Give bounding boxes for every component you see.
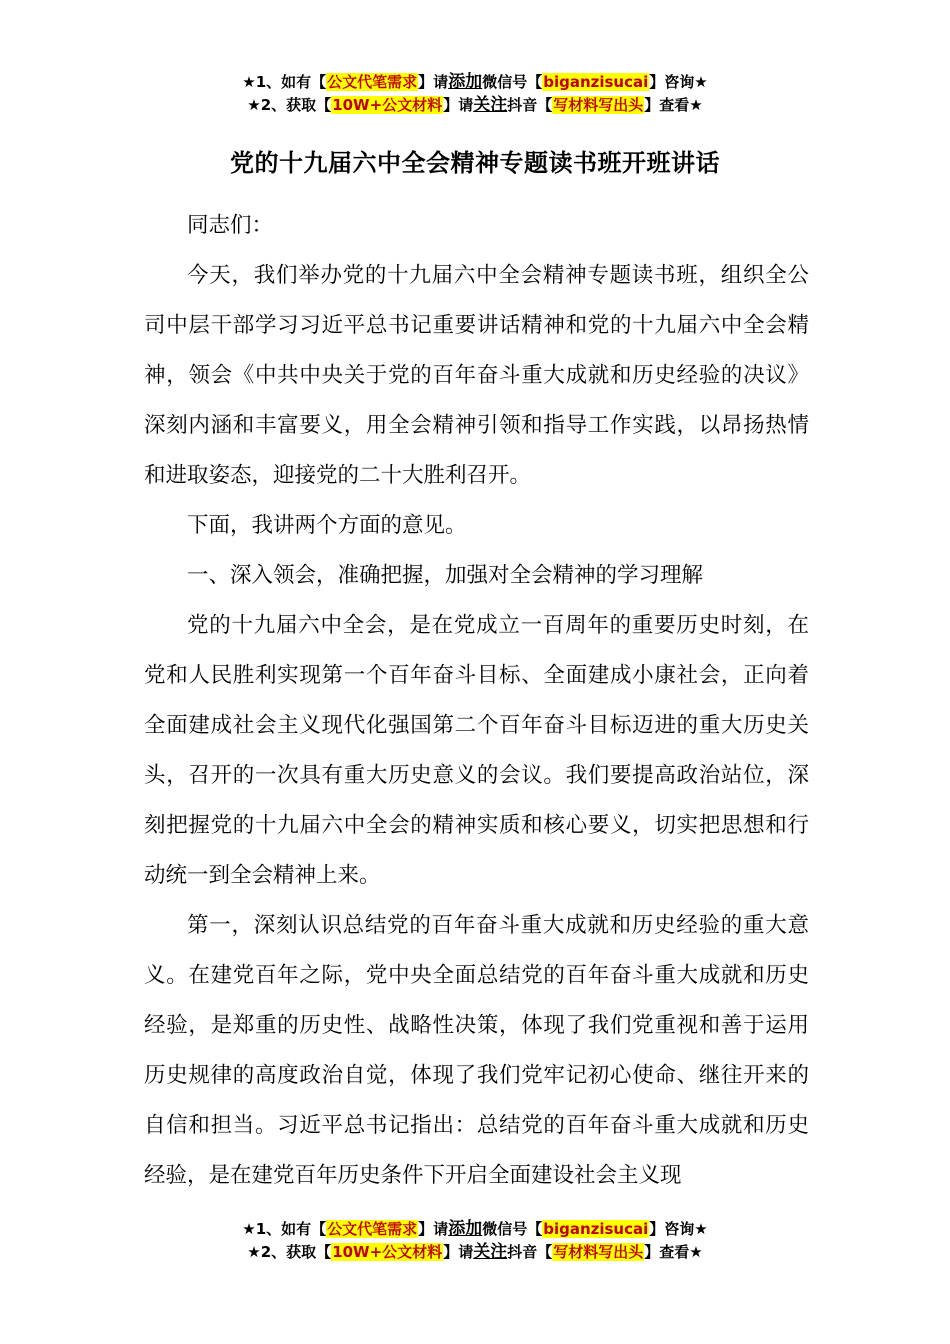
banner-text: 】咨询★	[649, 1220, 708, 1238]
banner-highlight: biganzisucai	[543, 1220, 649, 1238]
banner-text: 微信号【	[482, 73, 543, 91]
banner-line-2	[0, 1241, 950, 1264]
banner-underlined: 添加	[448, 72, 483, 92]
banner-text: 】查看★	[644, 96, 703, 114]
banner-text: 】咨询★	[649, 73, 708, 91]
banner-text: 微信号【	[482, 1220, 543, 1238]
banner-highlight: 写材料写出头	[553, 1243, 644, 1261]
banner-highlight: 公文代笔需求	[327, 1220, 418, 1238]
banner-text: ★2、获取【	[247, 96, 332, 114]
banner-text: 】查看★	[644, 1243, 703, 1261]
header-banner	[0, 71, 950, 117]
banner-text: 抖音【	[507, 1243, 553, 1261]
banner-text: ★1、如有【	[242, 73, 327, 91]
paragraph: 第一，深刻认识总结党的百年奋斗重大成就和历史经验的重大意义。在建党百年之际，党中央全面总结党的百年奋斗重大成就和历史经验，是郑重的历史性、战略性决策，体现了我们党重视和善于运用历史规律的高度政治自觉，体现了我们党牢记初心使命、继往开来的自信和担当。习近平总书记指出：总结党的百年奋斗重大成就和历史经验，是在建党百年历史条件下开启全面建设社会主义现	[144, 913, 809, 1188]
banner-line-1	[0, 71, 950, 94]
document-title: 党的十九届六中全会精神专题读书班开班讲话	[230, 149, 720, 177]
banner-underlined: 关注	[473, 1242, 508, 1262]
document-body	[144, 201, 809, 1201]
paragraph: 党的十九届六中全会，是在党成立一百周年的重要历史时刻，在党和人民胜利实现第一个百年奋斗目标、全面建成小康社会，正向着全面建成社会主义现代化强国第二个百年奋斗目标迈进的重大历史关头，召开的一次具有重大历史意义的会议。我们要提高政治站位，深刻把握党的十九届六中全会的精神实质和核心要义，切实把思想和行动统一到全会精神上来。	[144, 613, 809, 888]
banner-highlight: 写材料写出头	[553, 96, 644, 114]
banner-text: ★2、获取【	[247, 1243, 332, 1261]
banner-line-1	[0, 1218, 950, 1241]
banner-text: 】请	[443, 96, 474, 114]
banner-line-2	[0, 94, 950, 117]
paragraph: 今天，我们举办党的十九届六中全会精神专题读书班，组织全公司中层干部学习习近平总书记重要讲话精神和党的十九届六中全会精神，领会《中共中央关于党的百年奋斗重大成就和历史经验的决议》深刻内涵和丰富要义，用全会精神引领和指导工作实践，以昂扬热情和进取姿态，迎接党的二十大胜利召开。	[144, 263, 809, 488]
banner-highlight: biganzisucai	[543, 73, 649, 91]
banner-underlined: 添加	[448, 1219, 483, 1239]
banner-text: 】请	[443, 1243, 474, 1261]
banner-highlight: 10W+公文材料	[332, 96, 443, 114]
paragraph: 下面，我讲两个方面的意见。	[187, 513, 467, 538]
banner-highlight: 公文代笔需求	[327, 73, 418, 91]
banner-underlined: 关注	[473, 95, 508, 115]
banner-highlight: 10W+公文材料	[332, 1243, 443, 1261]
banner-text: 】请	[418, 73, 449, 91]
banner-text: 】请	[418, 1220, 449, 1238]
paragraph-salutation: 同志们：	[187, 213, 274, 238]
section-heading: 一、深入领会，准确把握，加强对全会精神的学习理解	[187, 563, 704, 588]
banner-text: 抖音【	[507, 96, 553, 114]
footer-banner	[0, 1218, 950, 1264]
banner-text: ★1、如有【	[242, 1220, 327, 1238]
